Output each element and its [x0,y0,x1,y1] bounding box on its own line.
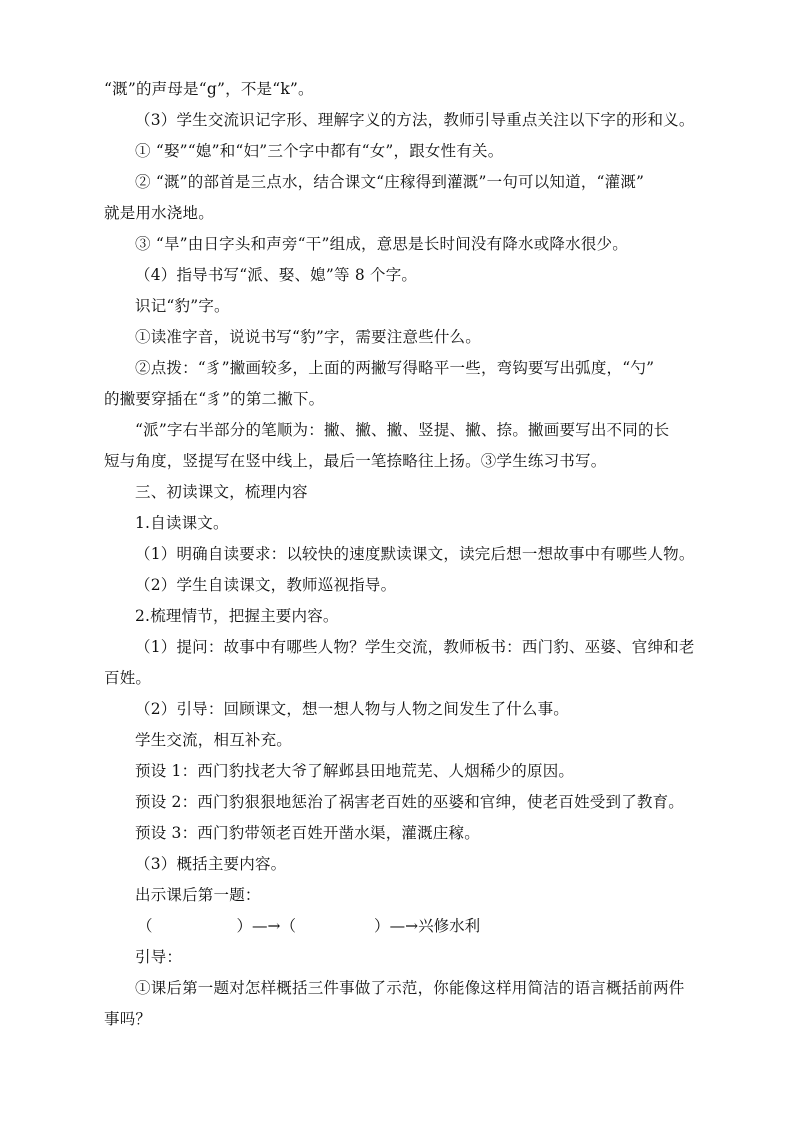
text-line: ②点拨：“豸”撇画较多，上面的两撇写得略平一些，弯钩要写出弧度，“勺” [135,359,655,377]
text-line: （3）学生交流识记字形、理解字义的方法，教师引导重点关注以下字的形和义。 [135,111,695,129]
text-line: （2）引导：回顾课文，想一想人物与人物之间发生了什么事。 [135,700,569,718]
text-line: 预设 2：西门豹狠狠地惩治了祸害老百姓的巫婆和官绅，使老百姓受到了教育。 [135,793,684,811]
text-line: （1）提问：故事中有哪些人物？学生交流，教师板书：西门豹、巫婆、官绅和老 [135,638,695,656]
text-line: （3）概括主要内容。 [135,855,287,873]
text-line: （1）明确自读要求：以较快的速度默读课文，读完后想一想故事中有哪些人物。 [135,545,695,563]
text-line: ①读准字音，说说书写“豹”字，需要注意些什么。 [135,328,481,346]
document-body [104,74,698,1035]
flow-open-paren: （ [137,917,153,935]
text-line: 引导： [135,948,183,966]
text-line: （2）学生自读课文，教师巡视指导。 [135,576,397,594]
text-line: 1.自读课文。 [135,514,229,532]
text-line: ③ “旱”由日字头和声旁“干”组成，意思是长时间没有降水或降水很少。 [135,235,628,253]
flow-close-paren: ） [236,917,253,935]
text-line: 预设 3：西门豹带领老百姓开凿水渠，灌溉庄稼。 [135,824,480,842]
section-heading: 三、初读课文，梳理内容 [135,483,308,501]
text-line: 就是用水浇地。 [104,204,214,222]
text-line: 学生交流，相互补充。 [135,731,293,749]
text-line: 事吗？ [104,1010,152,1028]
flow-end-label: 兴修水利 [418,917,481,935]
text-line: 短与角度，竖提写在竖中线上，最后一笔捺略往上扬。③学生练习书写。 [104,452,607,470]
text-line: 的撇要穿插在“豸”的第二撇下。 [104,390,325,408]
text-line: ② “溉”的部首是三点水，结合课文“庄稼得到灌溉”一句可以知道，“灌溉” [135,173,645,191]
text-line: 出示课后第一题： [135,886,261,904]
text-line: 2.梳理情节，把握主要内容。 [135,607,339,625]
text-line: 百姓。 [104,669,152,687]
flow-arrow-icon: —→ [252,917,281,935]
text-line: 预设 1：西门豹找老大爷了解邺县田地荒芜、人烟稀少的原因。 [135,762,575,780]
flow-open-paren: （ [280,917,297,935]
text-line: ① “娶”“媳”和“妇”三个字中都有“女”，跟女性有关。 [135,142,504,160]
summary-flow-row [104,911,698,942]
flow-close-paren: ） [374,917,390,935]
text-line: 识记“豹”字。 [135,297,230,315]
text-line: ①课后第一题对怎样概括三件事做了示范，你能像这样用简洁的语言概括前两件 [135,979,685,997]
text-line: “派”字右半部分的笔顺为：撇、撇、撇、竖提、撇、捺。撇画要写出不同的长 [135,421,670,439]
flow-arrow-icon: —→ [389,917,419,935]
text-line: （4）指导书写“派、娶、媳”等 8 个字。 [135,266,418,284]
text-line: “溉”的声母是“g”，不是“k”。 [104,80,314,98]
